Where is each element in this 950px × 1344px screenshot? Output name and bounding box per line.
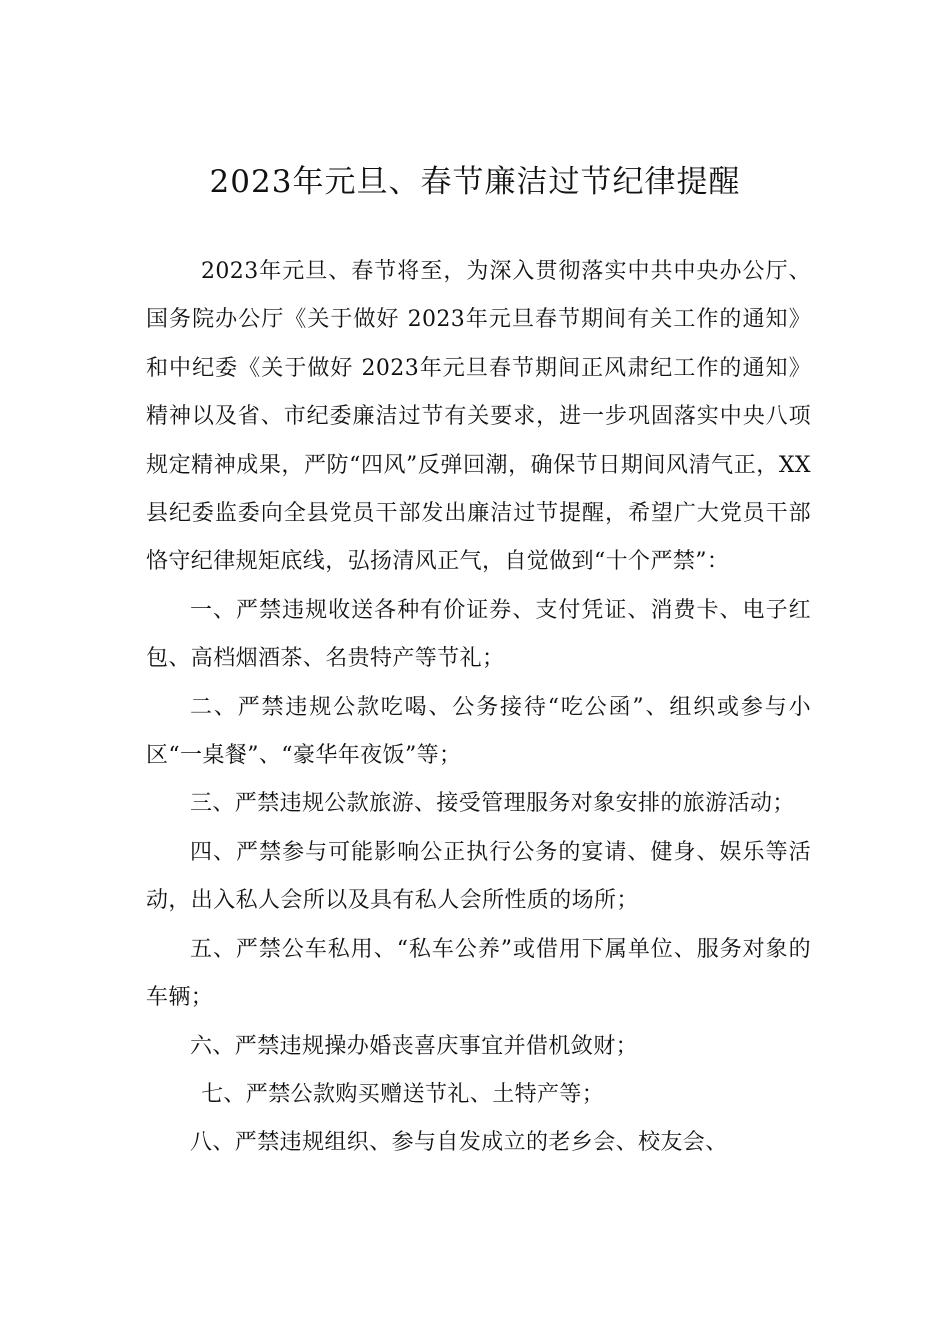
rule-item-5: 五、严禁公车私用、“私车公养”或借用下属单位、服务对象的车辆； (146, 936, 811, 1011)
document-body (146, 248, 811, 1168)
rule-item-6: 六、严禁违规操办婚丧喜庆事宜并借机敛财； (190, 1033, 639, 1059)
intro-paragraph: 2023年元旦、春节将至，为深入贯彻落实中共中央办公厅、国务院办公厅《关于做好 2023年元旦春节期间有关工作的通知》和中纪委《关于做好 2023年元旦春节期间正风肃纪工作的通知》精神以及省、市纪委廉洁过节有关要求，进一步巩固落实中央八项规定精神成果，严防“四风”反弹回潮，确保节日期间风清气正，XX 县纪委监委向全县党员干部发出廉洁过节提醒，希望广大党员干部恪守纪律规矩底线，弘扬清风正气，自觉做到“十个严禁”： (146, 259, 811, 575)
rule-item-4: 四、严禁参与可能影响公正执行公务的宴请、健身、娱乐等活动，出入私人会所以及具有私人会所性质的场所； (146, 839, 811, 914)
document-title: 2023年元旦、春节廉洁过节纪律提醒 (209, 164, 741, 200)
rule-item-7: 七、严禁公款购买赠送节礼、土特产等； (201, 1081, 605, 1107)
rule-item-2: 二、严禁违规公款吃喝、公务接待“吃公函”、组织或参与小区“一桌餐”、“豪华年夜饭”等； (146, 694, 811, 769)
rule-item-3: 三、严禁违规公款旅游、接受管理服务对象安排的旅游活动； (190, 791, 795, 817)
rule-item-8: 八、严禁违规组织、参与自发成立的老乡会、校友会、 (190, 1130, 728, 1156)
rule-item-1: 一、严禁违规收送各种有价证券、支付凭证、消费卡、电子红包、高档烟酒茶、名贵特产等节礼； (146, 597, 811, 672)
